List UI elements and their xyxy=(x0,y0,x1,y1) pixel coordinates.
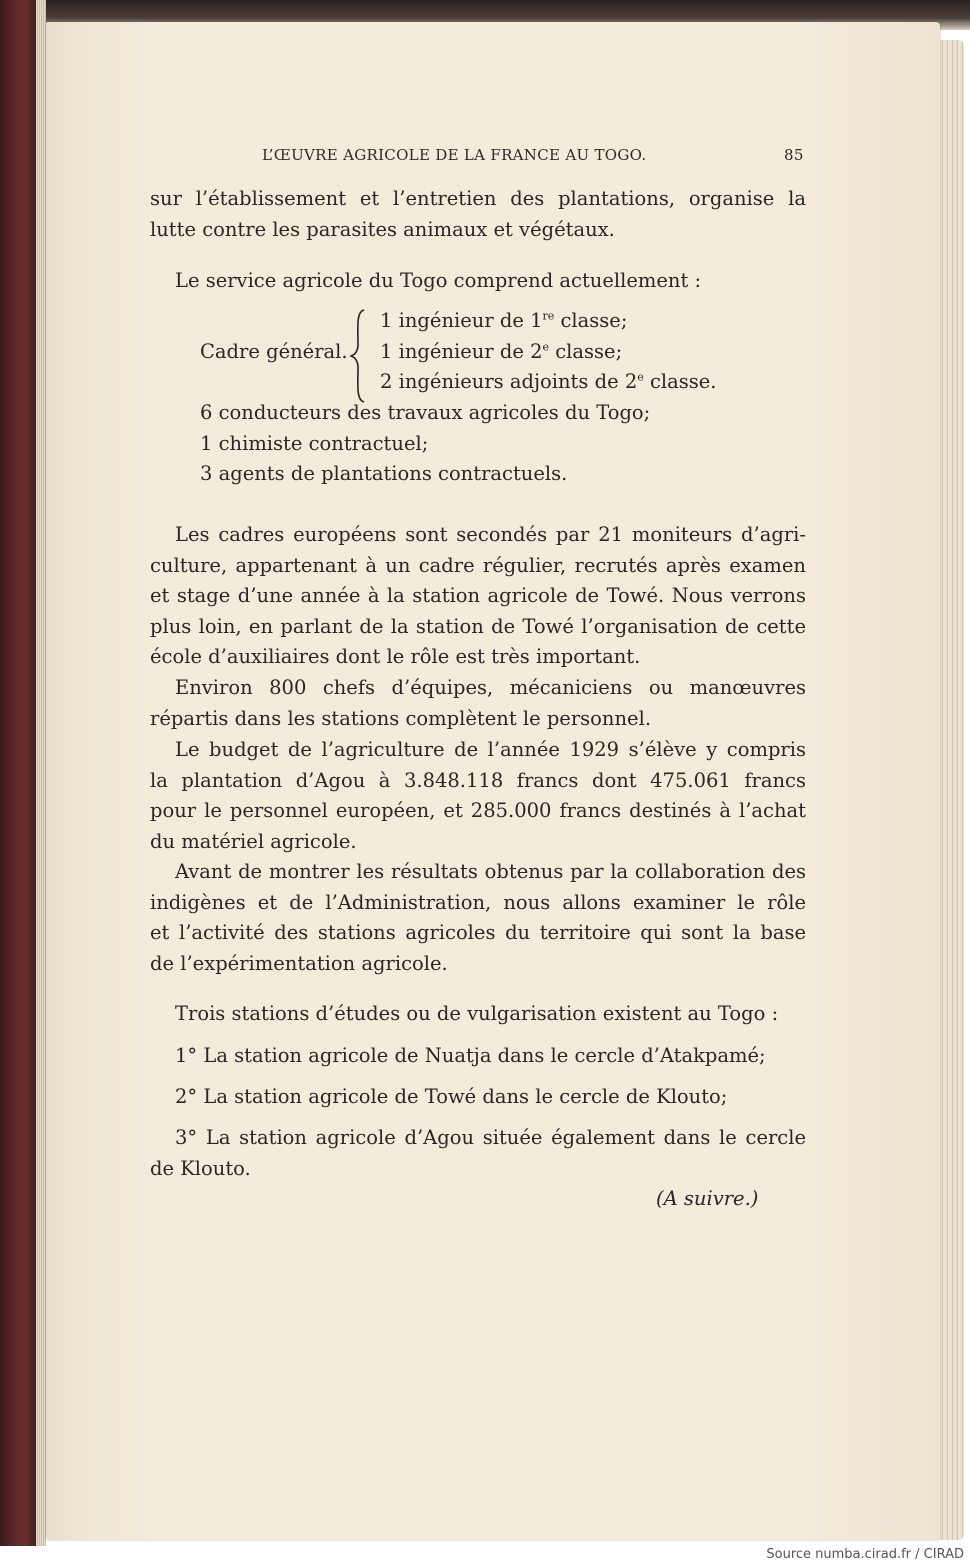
paragraph-3-line-2: répartis dans les stations complètent le personnel. xyxy=(150,706,652,730)
paragraph-4-line-1: Le budget de l’agriculture de l’année 1929 s’élève y compris xyxy=(175,738,806,761)
station-item-3 xyxy=(175,1123,806,1154)
paragraph-4-line-3: pour le personnel européen, et 285.000 francs destinés à l’achat xyxy=(150,799,806,822)
paragraph-3 xyxy=(150,673,806,734)
book-spine xyxy=(0,0,46,1546)
stations-intro: Trois stations d’études ou de vulgarisation existent au Togo : xyxy=(175,1002,779,1025)
left-page-edges xyxy=(36,0,46,1546)
cadre-item-3-rank: 2 xyxy=(624,370,638,393)
cadre-item-2-sup: e xyxy=(542,340,550,354)
paragraph-4 xyxy=(150,735,806,857)
paragraph-2-line-4: plus loin, en parlant de la station de Towé l’organisation de cette xyxy=(150,614,806,638)
cadre-item-2-tail: classe; xyxy=(555,340,623,363)
paragraph-5 xyxy=(150,857,806,979)
service-intro: Le service agricole du Togo comprend actuellement : xyxy=(175,269,702,292)
station-item-1 xyxy=(175,1041,766,1072)
station-item-3-text: La station agricole d’Agou située également dans le cercle xyxy=(205,1126,807,1149)
paragraph-2 xyxy=(150,520,806,673)
staff-line-1: 6 conducteurs des travaux agricoles du Togo; xyxy=(200,401,651,424)
source-credit: Source numba.cirad.fr / CIRAD xyxy=(766,1547,964,1562)
station-item-3-num: 3° xyxy=(175,1126,198,1149)
staff-line-2: 1 chimiste contractuel; xyxy=(200,432,429,455)
cadre-item-2 xyxy=(380,337,622,368)
paragraph-2-line-1: Les cadres européens sont secondés par 21 moniteurs d’agri- xyxy=(175,523,806,546)
staff-line-3: 3 agents de plantations contractuels. xyxy=(200,462,568,485)
cadre-item-3 xyxy=(380,367,717,398)
cadre-item-3-count: 2 xyxy=(380,370,393,393)
cadre-item-1-tail: classe; xyxy=(560,309,628,332)
cadre-item-1-count: 1 xyxy=(380,309,393,332)
station-item-1-num: 1° xyxy=(175,1044,198,1067)
station-item-3-continuation: de Klouto. xyxy=(150,1157,251,1180)
cadre-item-1-sup: re xyxy=(542,309,555,323)
paragraph-5-line-4: de l’expérimentation agricole. xyxy=(150,951,448,975)
station-item-2-num: 2° xyxy=(175,1085,198,1108)
cadre-item-2-rank: 2 xyxy=(530,340,543,363)
paragraph-4-line-2: la plantation d’Agou à 3.848.118 francs dont 475.061 francs xyxy=(150,768,806,792)
paragraph-1 xyxy=(150,184,806,245)
station-item-2 xyxy=(175,1082,727,1113)
station-item-2-text: La station agricole de Towé dans le cercle de Klouto; xyxy=(203,1085,728,1108)
paragraph-5-line-3: et l’activité des stations agricoles du territoire qui sont la base xyxy=(150,921,806,944)
running-title: L’ŒUVRE AGRICOLE DE LA FRANCE AU TOGO. xyxy=(262,146,647,164)
cadre-label: Cadre général. xyxy=(200,340,348,363)
cadre-item-3-text: ingénieurs adjoints de xyxy=(398,370,619,393)
cadre-item-3-tail: classe. xyxy=(649,370,717,393)
page-number: 85 xyxy=(784,146,804,164)
cadre-item-2-count: 1 xyxy=(380,340,393,363)
paragraph-4-line-4: du matériel agricole. xyxy=(150,829,357,853)
paragraph-2-line-5: école d’auxiliaires dont le rôle est très important. xyxy=(150,645,641,668)
paragraph-5-line-2: indigènes et de l’Administration, nous allons examiner le rôle xyxy=(150,890,806,914)
paragraph-1-line-2: lutte contre les parasites animaux et végétaux. xyxy=(150,217,615,241)
paragraph-5-line-1: Avant de montrer les résultats obtenus par la collaboration des xyxy=(175,860,806,883)
cadre-item-1 xyxy=(380,306,627,337)
station-item-1-text: La station agricole de Nuatja dans le cercle d’Atakpamé; xyxy=(203,1044,766,1067)
to-be-continued: (A suivre.) xyxy=(656,1187,759,1210)
paragraph-3-line-1: Environ 800 chefs d’équipes, mécaniciens ou manœuvres xyxy=(175,676,806,699)
curly-brace-icon xyxy=(350,308,370,404)
paragraph-2-line-3: et stage d’une année à la station agricole de Towé. Nous verrons xyxy=(150,584,806,607)
cadre-item-1-text: ingénieur de xyxy=(398,309,524,332)
paragraph-1-line-1: sur l’établissement et l’entretien des plantations, organise la xyxy=(150,187,806,210)
paragraph-2-line-2: culture, appartenant à un cadre régulier, recrutés après examen xyxy=(150,553,806,577)
cadre-item-3-sup: e xyxy=(637,370,644,384)
cadre-item-1-rank: 1 xyxy=(530,309,543,332)
cadre-item-2-text: ingénieur de xyxy=(398,340,524,363)
